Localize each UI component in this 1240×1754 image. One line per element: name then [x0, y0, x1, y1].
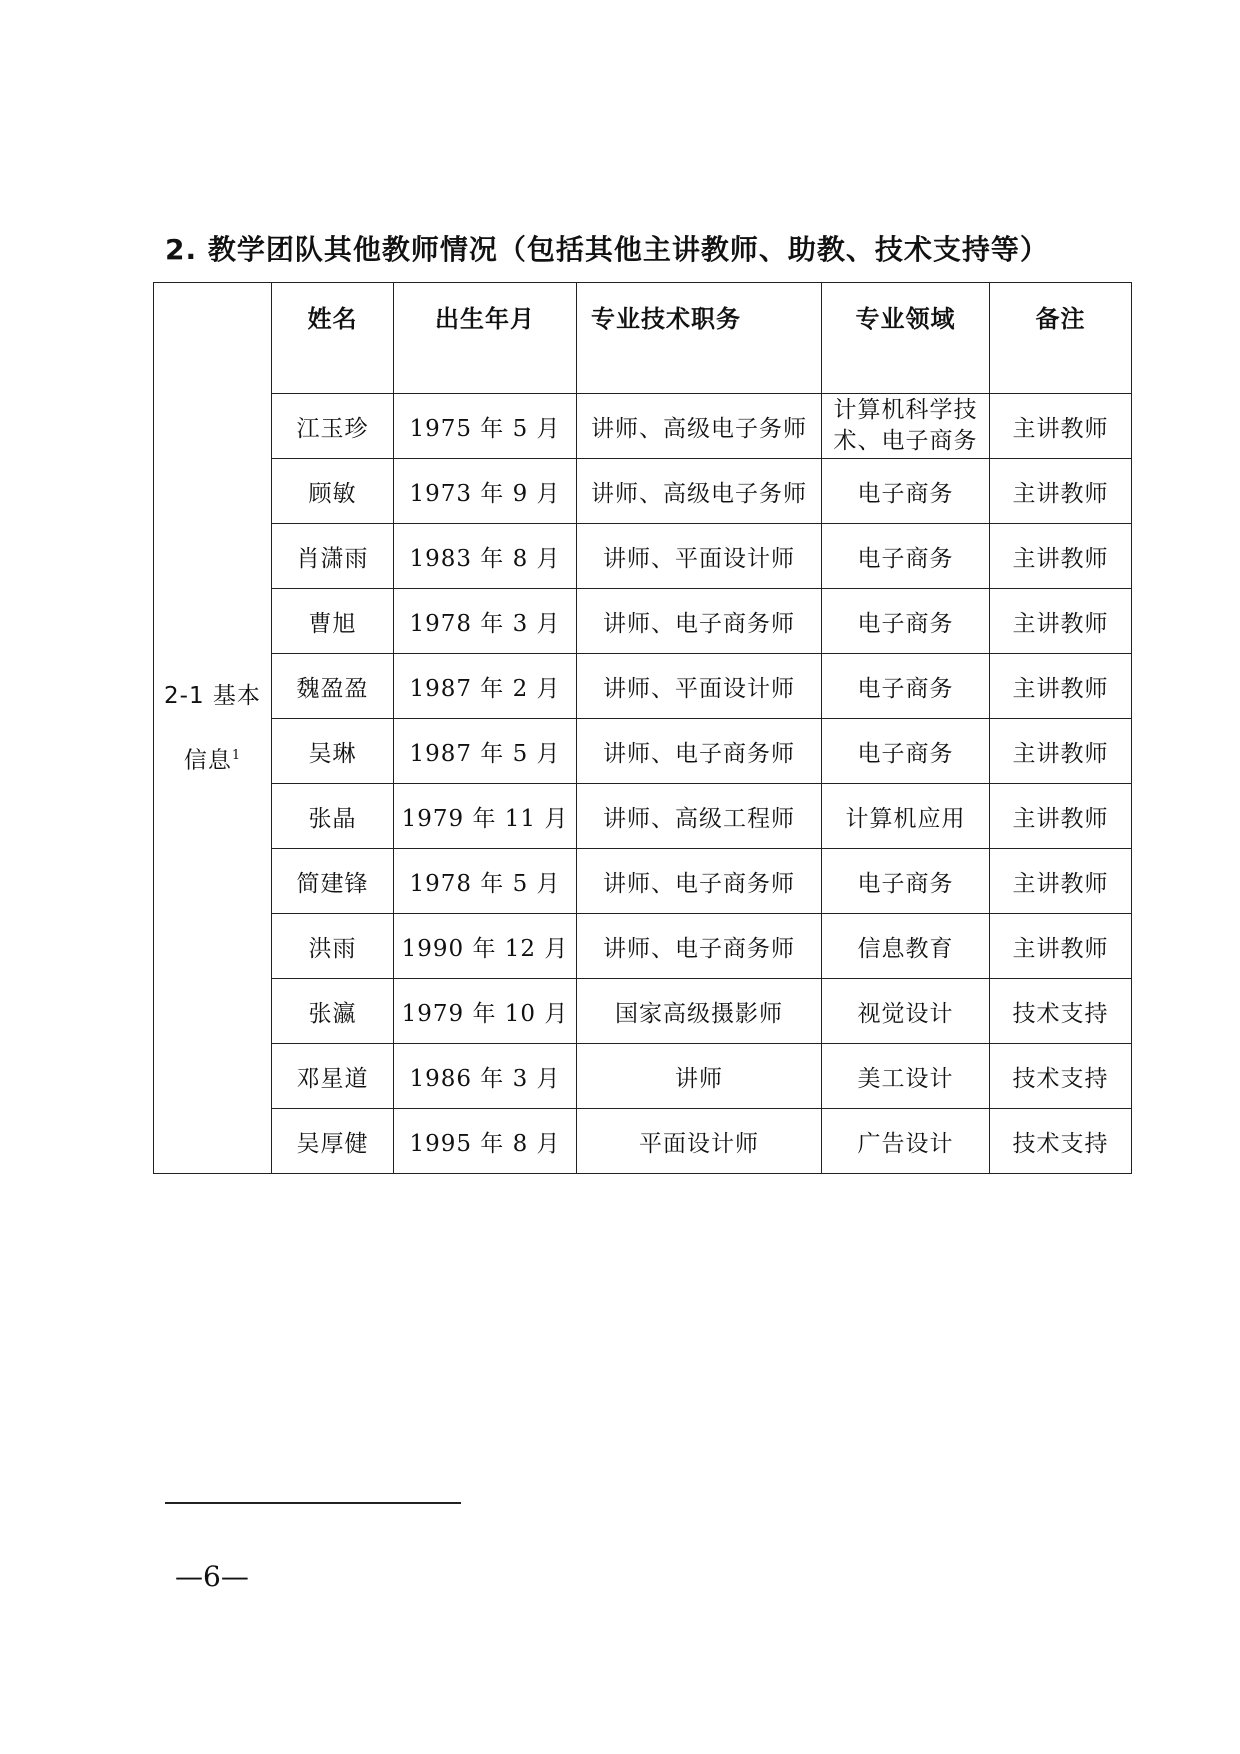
table-row — [154, 524, 1132, 589]
column-header-title: 专业技术职务 — [577, 283, 822, 394]
cell-note: 技术支持 — [990, 1109, 1132, 1174]
cell-field: 计算机应用 — [822, 784, 990, 849]
cell-name: 曹旭 — [272, 589, 394, 654]
cell-field: 电子商务 — [822, 654, 990, 719]
cell-note: 主讲教师 — [990, 524, 1132, 589]
cell-note: 主讲教师 — [990, 459, 1132, 524]
cell-birth: 1973 年 9 月 — [394, 459, 577, 524]
cell-birth: 1983 年 8 月 — [394, 524, 577, 589]
cell-title: 讲师、高级电子务师 — [577, 394, 822, 459]
cell-field: 电子商务 — [822, 589, 990, 654]
cell-birth: 1978 年 5 月 — [394, 849, 577, 914]
cell-note: 主讲教师 — [990, 784, 1132, 849]
page-number: —6— — [175, 1560, 249, 1593]
cell-field: 美工设计 — [822, 1044, 990, 1109]
cell-note: 技术支持 — [990, 1044, 1132, 1109]
cell-title: 讲师、电子商务师 — [577, 719, 822, 784]
cell-title: 讲师 — [577, 1044, 822, 1109]
column-header-field: 专业领域 — [822, 283, 990, 394]
cell-note: 主讲教师 — [990, 914, 1132, 979]
table-row — [154, 914, 1132, 979]
cell-title: 讲师、高级工程师 — [577, 784, 822, 849]
table-header-row — [154, 283, 1132, 394]
cell-field: 电子商务 — [822, 524, 990, 589]
table-row — [154, 979, 1132, 1044]
cell-name: 吴琳 — [272, 719, 394, 784]
cell-birth: 1979 年 11 月 — [394, 784, 577, 849]
cell-note: 主讲教师 — [990, 849, 1132, 914]
table-row — [154, 719, 1132, 784]
row-group-label-line2: 信息 — [183, 747, 232, 774]
section-heading: 2. 教学团队其他教师情况（包括其他主讲教师、助教、技术支持等） — [165, 233, 1049, 266]
cell-birth: 1990 年 12 月 — [394, 914, 577, 979]
cell-title: 平面设计师 — [577, 1109, 822, 1174]
footnote-divider — [165, 1502, 461, 1504]
cell-name: 江玉珍 — [272, 394, 394, 459]
table-row — [154, 394, 1132, 459]
cell-birth: 1979 年 10 月 — [394, 979, 577, 1044]
cell-name: 洪雨 — [272, 914, 394, 979]
cell-field: 电子商务 — [822, 459, 990, 524]
teacher-info-table — [153, 282, 1132, 1174]
cell-note: 主讲教师 — [990, 589, 1132, 654]
cell-field: 信息教育 — [822, 914, 990, 979]
table-row — [154, 654, 1132, 719]
cell-name: 魏盈盈 — [272, 654, 394, 719]
cell-title: 讲师、电子商务师 — [577, 589, 822, 654]
cell-name: 肖潇雨 — [272, 524, 394, 589]
cell-field: 计算机科学技术、电子商务 — [822, 394, 990, 459]
cell-field: 广告设计 — [822, 1109, 990, 1174]
table-row — [154, 1044, 1132, 1109]
cell-field: 视觉设计 — [822, 979, 990, 1044]
footnote-marker: 1 — [231, 747, 242, 763]
cell-note: 主讲教师 — [990, 394, 1132, 459]
table-row — [154, 459, 1132, 524]
cell-name: 吴厚健 — [272, 1109, 394, 1174]
cell-field: 电子商务 — [822, 849, 990, 914]
row-group-label — [154, 283, 272, 1174]
cell-birth: 1975 年 5 月 — [394, 394, 577, 459]
table-row — [154, 849, 1132, 914]
cell-title: 国家高级摄影师 — [577, 979, 822, 1044]
column-header-name: 姓名 — [272, 283, 394, 394]
cell-name: 邓星道 — [272, 1044, 394, 1109]
cell-title: 讲师、平面设计师 — [577, 524, 822, 589]
cell-title: 讲师、电子商务师 — [577, 849, 822, 914]
table-row — [154, 784, 1132, 849]
cell-birth: 1987 年 2 月 — [394, 654, 577, 719]
cell-title: 讲师、电子商务师 — [577, 914, 822, 979]
cell-name: 简建锋 — [272, 849, 394, 914]
cell-note: 主讲教师 — [990, 654, 1132, 719]
cell-note: 主讲教师 — [990, 719, 1132, 784]
cell-note: 技术支持 — [990, 979, 1132, 1044]
cell-name: 张瀛 — [272, 979, 394, 1044]
row-group-label-line1: 2-1 基本 — [164, 682, 261, 709]
column-header-birth: 出生年月 — [394, 283, 577, 394]
table-row — [154, 1109, 1132, 1174]
column-header-note: 备注 — [990, 283, 1132, 394]
cell-birth: 1987 年 5 月 — [394, 719, 577, 784]
cell-title: 讲师、平面设计师 — [577, 654, 822, 719]
table-row — [154, 589, 1132, 654]
cell-birth: 1986 年 3 月 — [394, 1044, 577, 1109]
cell-birth: 1978 年 3 月 — [394, 589, 577, 654]
cell-field: 电子商务 — [822, 719, 990, 784]
cell-name: 张晶 — [272, 784, 394, 849]
cell-name: 顾敏 — [272, 459, 394, 524]
cell-title: 讲师、高级电子务师 — [577, 459, 822, 524]
cell-birth: 1995 年 8 月 — [394, 1109, 577, 1174]
